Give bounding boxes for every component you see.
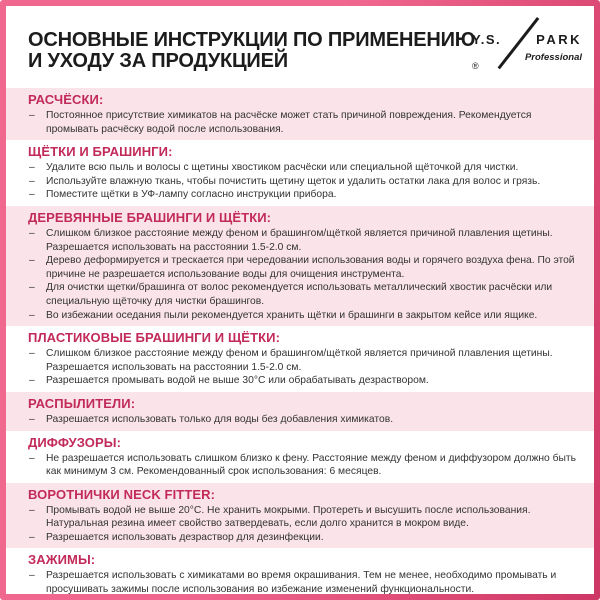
section-title: ЩЁТКИ И БРАШИНГИ:: [28, 144, 173, 160]
registered-trademark-symbol: ®: [472, 61, 479, 71]
logo-professional-text: Professional: [524, 52, 582, 63]
bullet-item: – Разрешается промывать водой не выше 30°C или обрабатывать дезраствором.: [28, 374, 582, 388]
section-clips: [6, 548, 594, 594]
bullet-item: – Разрешается использовать только для воды без добавления химикатов.: [28, 413, 582, 427]
page-title-line1: ОСНОВНЫЕ ИНСТРУКЦИИ ПО ПРИМЕНЕНИЮ: [28, 29, 476, 51]
instructions-page: [6, 6, 594, 594]
bullet-list: [28, 504, 582, 545]
section-combs: [6, 88, 594, 140]
section-sprayers: [6, 392, 594, 431]
page-title-line2: И УХОДУ ЗА ПРОДУКЦИЕЙ: [28, 50, 288, 72]
bullet-list: [28, 347, 582, 388]
bullet-item: – Во избежании оседания пыли рекомендуется хранить щётки и брашинги в закрытом кейсе или ящике.: [28, 309, 582, 323]
bullet-item: – Дерево деформируется и трескается при чередовании использования воды и горячего воздуха фена. По этой причине не разрешается использование воды для очищения инструмента.: [28, 254, 582, 281]
bullet-item: – Разрешается использовать с химикатами во время окрашивания. Тем не менее, необходимо промывать и просушивать зажимы после использования во избежание изменений функциональности.: [28, 569, 582, 594]
section-diffusers: [6, 431, 594, 483]
bullet-item: – Промывать водой не выше 20°C. Не хранить мокрыми. Протереть и высушить после использования. Натуральная резина имеет свойство затвердевать, если долго хранится в мокром виде.: [28, 504, 582, 531]
section-wooden-brushes: [6, 206, 594, 326]
section-title: ДИФФУЗОРЫ:: [28, 434, 122, 450]
bullet-item: – Используйте влажную ткань, чтобы почистить щетину щеток и удалить остатки лака для волос и грязь.: [28, 175, 582, 189]
bullet-item: – Для очистки щетки/брашинга от волос рекомендуется использовать металлический хвостик расчёски или специальную щёточку для чистки брашингов.: [28, 281, 582, 308]
sections-container: [6, 88, 594, 594]
bullet-item: – Слишком близкое расстояние между феном и брашингом/щёткой является причиной плавления щетины. Разрешается использовать на расстоянии 1.5-2.0 см.: [28, 227, 582, 254]
bullet-item: – Слишком близкое расстояние между феном и брашингом/щёткой является причиной плавления щетины. Разрешается использовать на расстоянии 1.5-2.0 см.: [28, 347, 582, 374]
section-title: РАСЧЁСКИ:: [28, 92, 104, 107]
bullet-item: – Не разрешается использовать слишком близко к фену. Расстояние между феном и диффузором должно быть как минимум 3 см. Рекомендованный срок использования: 6 месяцев.: [28, 452, 582, 479]
section-title: ВОРОТНИЧКИ NECK FITTER:: [28, 486, 216, 502]
bullet-item: – Удалите всю пыль и волосы с щетины хвостиком расчёски или специальной щёточкой для чистки.: [28, 161, 582, 175]
section-title: ДЕРЕВЯННЫЕ БРАШИНГИ И ЩЁТКИ:: [28, 209, 272, 225]
section-title: ПЛАСТИКОВЫЕ БРАШИНГИ И ЩЁТКИ:: [28, 330, 281, 346]
header: [6, 6, 594, 88]
bullet-list: [28, 161, 582, 202]
logo-park-text: PARK: [536, 32, 582, 47]
bullet-list: [28, 109, 582, 136]
bullet-list: [28, 569, 582, 594]
bullet-item: – Поместите щётки в УФ-лампу согласно инструкции прибора.: [28, 188, 582, 202]
bullet-list: [28, 452, 582, 479]
section-title: РАСПЫЛИТЕЛИ:: [28, 395, 136, 411]
ys-park-logo: [472, 14, 582, 76]
section-plastic-brushes: [6, 326, 594, 392]
section-title: ЗАЖИМЫ:: [28, 552, 96, 568]
bullet-list: [28, 227, 582, 322]
bullet-item: – Разрешается использовать дезраствор для дезинфекции.: [28, 531, 582, 545]
section-brushes: [6, 140, 594, 206]
bullet-item: – Постоянное присутствие химикатов на расчёске может стать причиной повреждения. Рекомендуется промывать расчёску водой после использования.: [28, 109, 582, 136]
section-neck-fitter: [6, 483, 594, 549]
bullet-list: [28, 413, 582, 427]
logo-ys-text: Y.S.: [472, 32, 502, 47]
